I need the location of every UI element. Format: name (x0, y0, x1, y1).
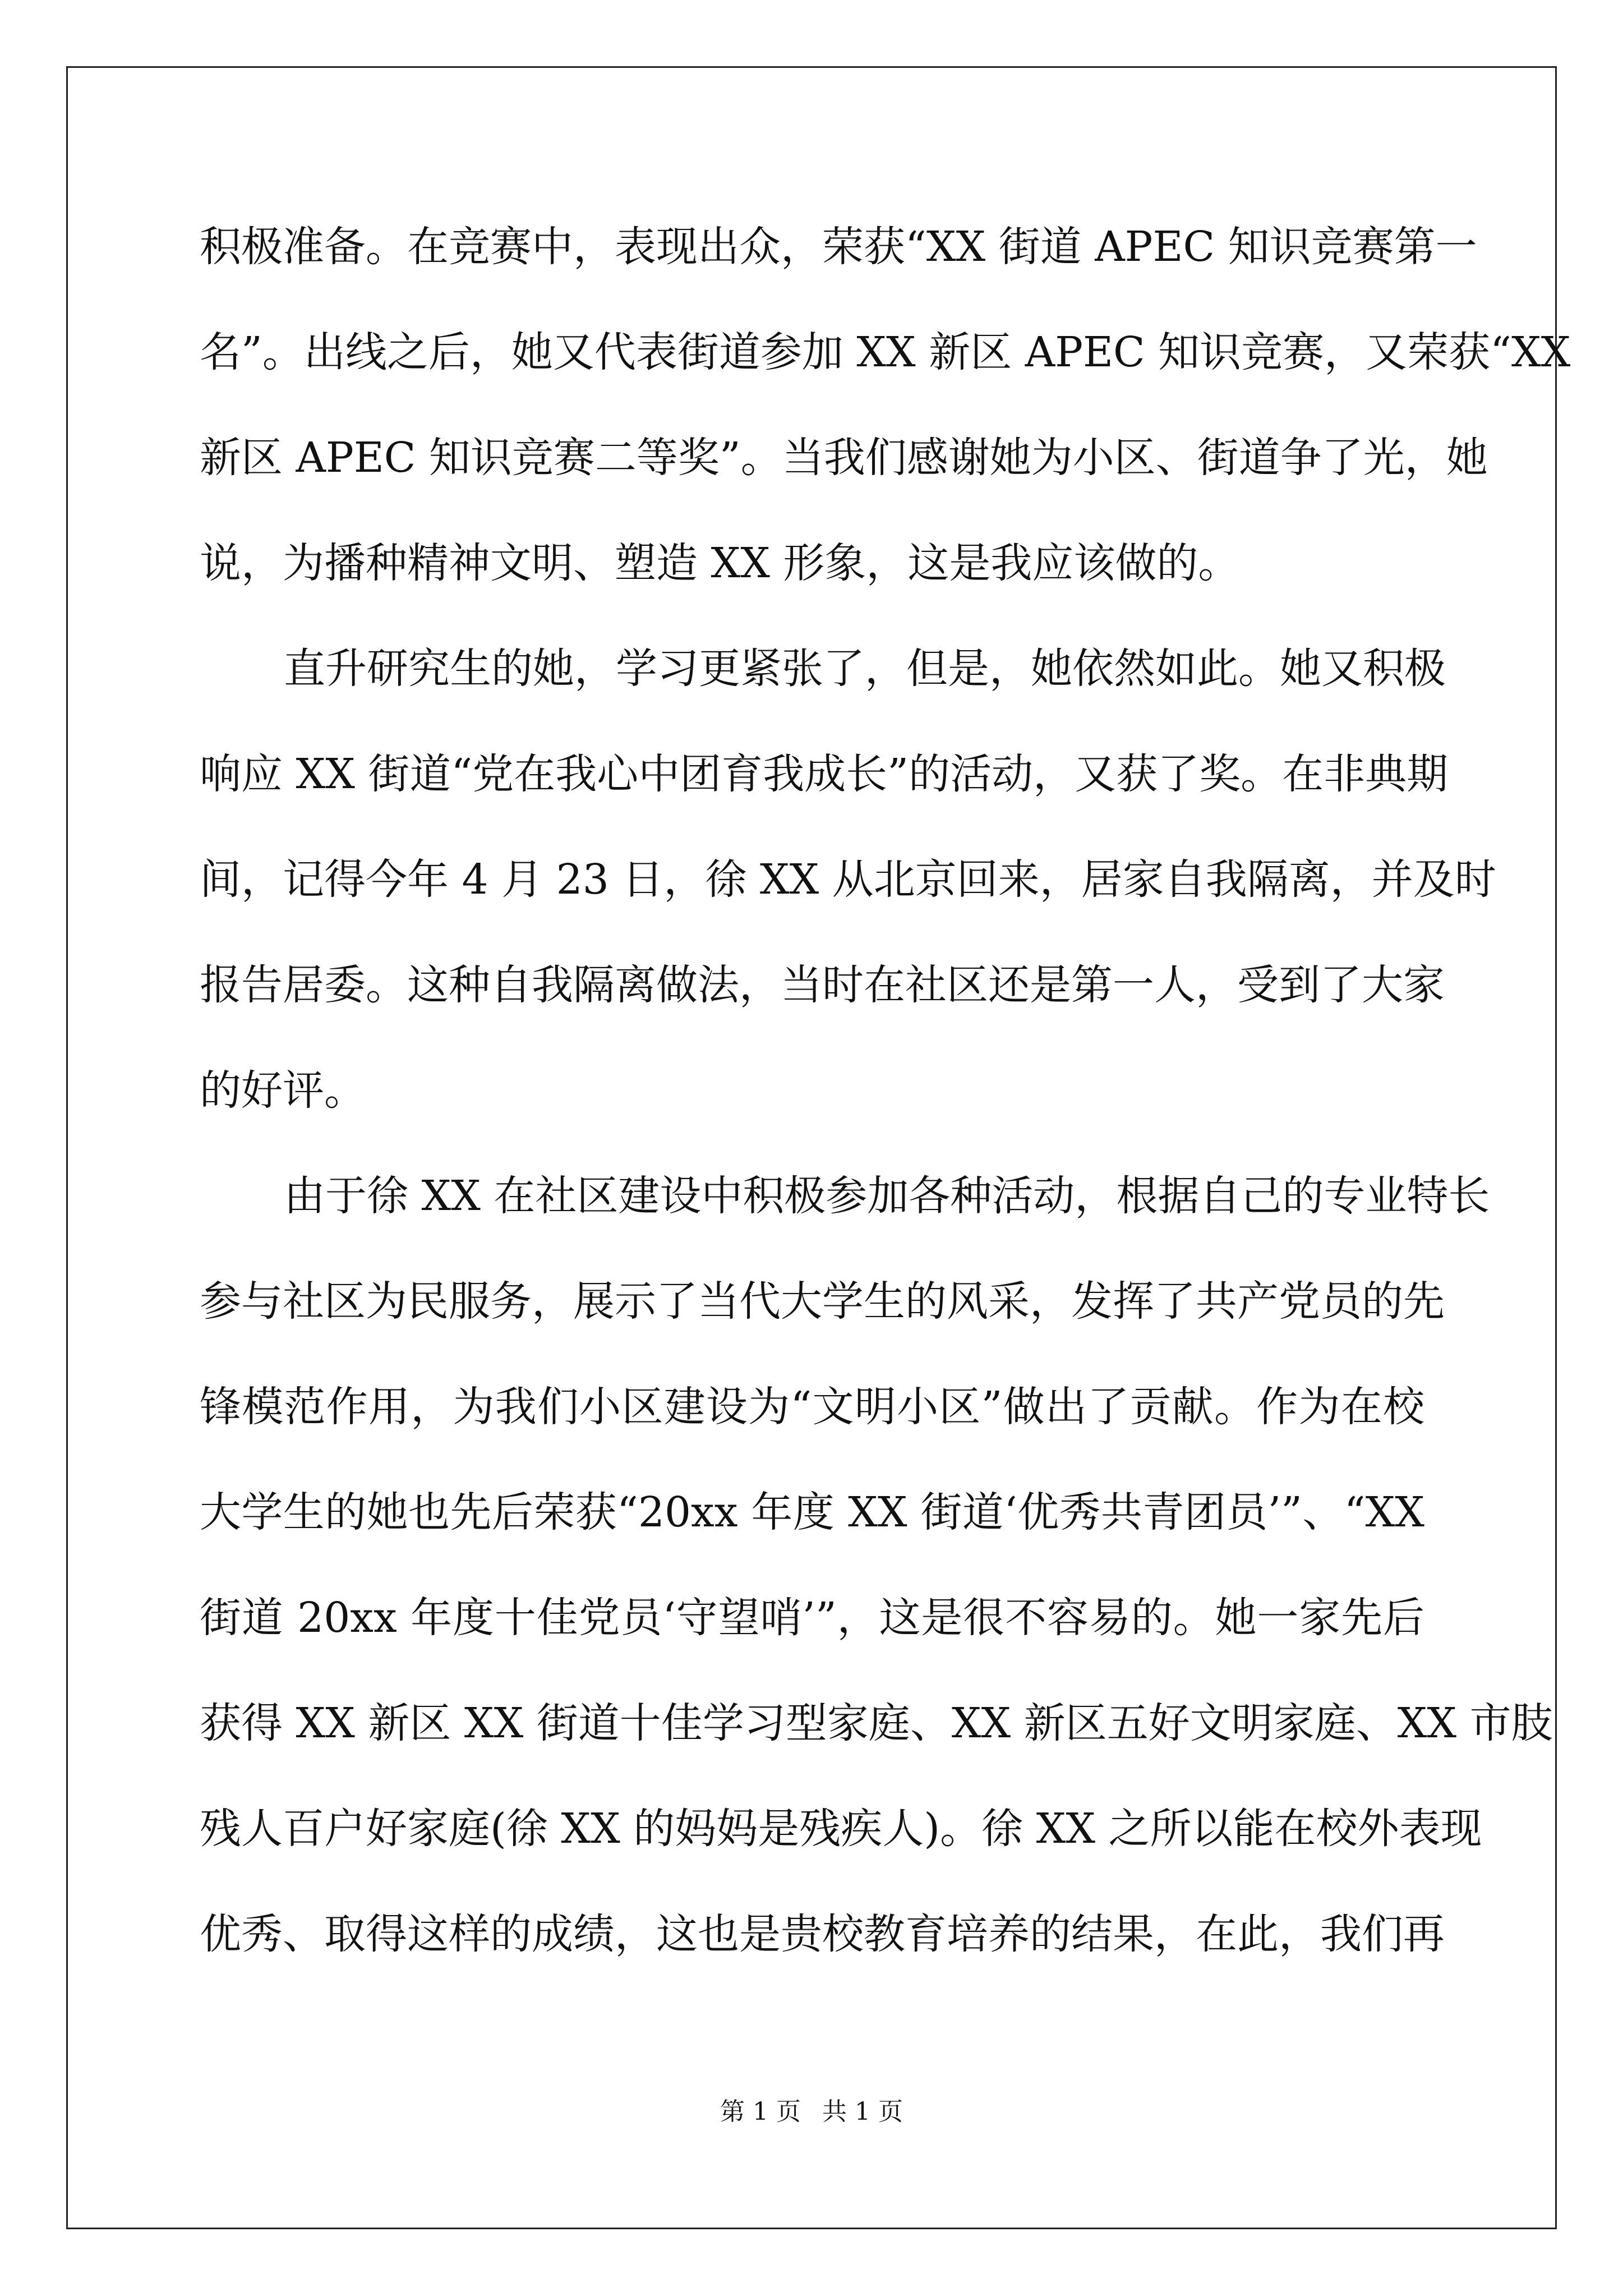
text-line: 优秀、取得这样的成绩，这也是贵校教育培养的结果，在此，我们再 (200, 1910, 1445, 1958)
text-line: 街道 20xx 年度十佳党员‘守望哨’”，这是很不容易的。她一家先后 (200, 1594, 1424, 1642)
text-line: 新区 APEC 知识竞赛二等奖”。当我们感谢她为小区、街道争了光，她 (200, 434, 1488, 482)
text-line: 积极准备。在竞赛中，表现出众，荣获“XX 街道 APEC 知识竞赛第一 (200, 223, 1477, 271)
text-line: 响应 XX 街道“党在我心中团育我成长”的活动，又获了奖。在非典期 (200, 750, 1449, 798)
text-line: 名”。出线之后，她又代表街道参加 XX 新区 APEC 知识竞赛，又荣获“XX (200, 328, 1571, 376)
page-footer (0, 2091, 1623, 2127)
paragraph-first-line: 由于徐 XX 在社区建设中积极参加各种活动，根据自己的专业特长 (284, 1172, 1490, 1220)
text-line: 参与社区为民服务，展示了当代大学生的风采，发挥了共产党员的先 (200, 1277, 1445, 1326)
text-line: 报告居委。这种自我隔离做法，当时在社区还是第一人，受到了大家 (200, 961, 1445, 1009)
text-line: 间，记得今年 4 月 23 日，徐 XX 从北京回来，居家自我隔离，并及时 (200, 855, 1496, 904)
text-line: 锋模范作用，为我们小区建设为“文明小区”做出了贡献。作为在校 (200, 1383, 1424, 1431)
page-number: 第 1 页 (720, 2097, 801, 2126)
text-line: 获得 XX 新区 XX 街道十佳学习型家庭、XX 新区五好文明家庭、XX 市肢 (200, 1699, 1553, 1747)
paragraph-first-line: 直升研究生的她，学习更紧张了，但是，她依然如此。她又积极 (284, 645, 1446, 693)
text-line: 说，为播种精神文明、塑造 XX 形象，这是我应该做的。 (200, 539, 1240, 587)
text-line: 大学生的她也先后荣获“20xx 年度 XX 街道‘优秀共青团员’”、“XX (200, 1488, 1424, 1536)
page-total: 共 1 页 (822, 2097, 903, 2126)
text-line: 的好评。 (200, 1066, 366, 1115)
text-line: 残人百户好家庭(徐 XX 的妈妈是残疾人)。徐 XX 之所以能在校外表现 (200, 1805, 1482, 1853)
